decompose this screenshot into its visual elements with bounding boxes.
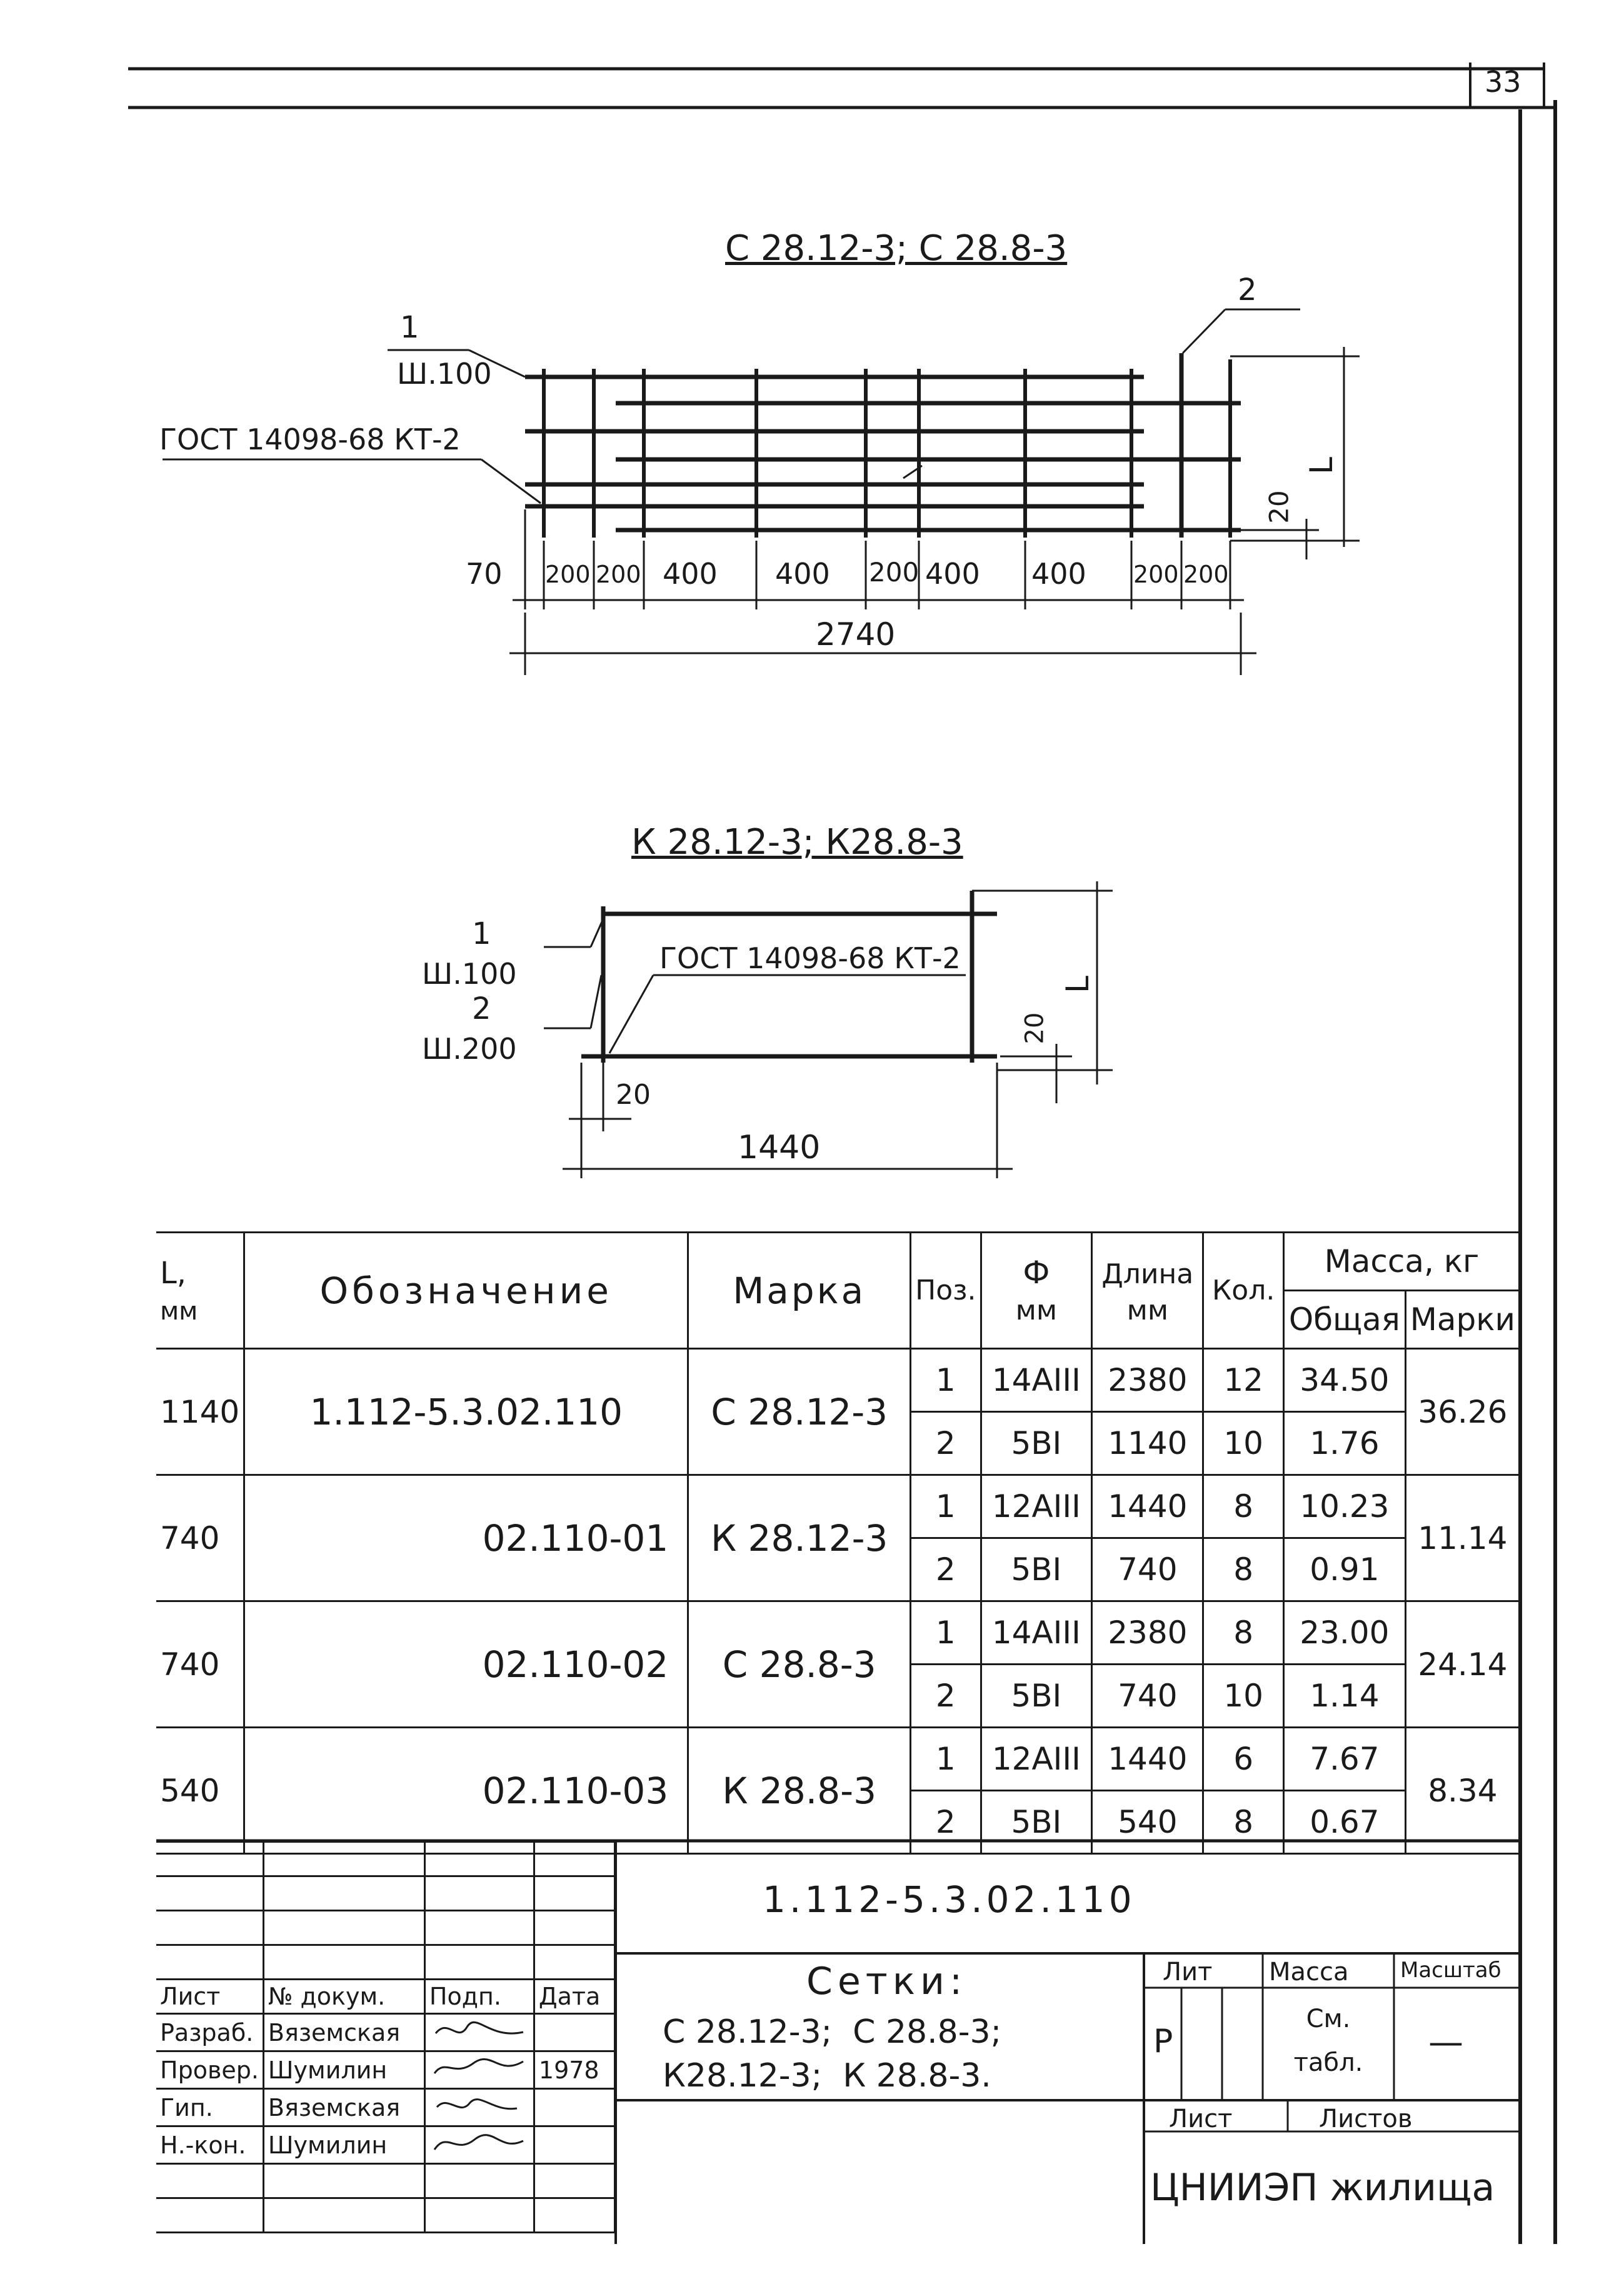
d1-span-1: 200 xyxy=(545,561,591,588)
title-block-name: Сетки: xyxy=(806,1960,968,2003)
cell-pos: 1 xyxy=(911,1349,981,1412)
cell-mass: 34.50 xyxy=(1283,1349,1405,1412)
drawing2-title: К 28.12-3; К28.8-3 xyxy=(631,822,963,863)
cell-pos: 1 xyxy=(911,1475,981,1538)
cell-qty: 8 xyxy=(1203,1601,1284,1665)
sign-role: Гип. xyxy=(156,2089,263,2126)
drawing1-title: С 28.12-3; С 28.8-3 xyxy=(725,228,1068,269)
d1-total: 2740 xyxy=(816,616,896,653)
cell-diam: 12АIII xyxy=(981,1475,1092,1538)
masshtab-label: Масштаб xyxy=(1400,1958,1501,1983)
sign-name: Вяземская xyxy=(263,2014,424,2051)
header-designation: Обозначение xyxy=(244,1233,688,1349)
masshtab-value: — xyxy=(1428,2022,1463,2063)
sign-name: Шумилин xyxy=(263,2126,424,2164)
sign-role: Н.-кон. xyxy=(156,2126,263,2164)
cell-length: 1440 xyxy=(1092,1475,1203,1538)
cell-pos: 2 xyxy=(911,1412,981,1475)
massa-value: См. табл. xyxy=(1293,2005,1363,2077)
cell-mass: 0.67 xyxy=(1283,1791,1405,1854)
cell-length: 740 xyxy=(1092,1538,1203,1601)
sign-date: 1978 xyxy=(534,2051,614,2089)
cell-qty: 6 xyxy=(1203,1728,1284,1791)
cell-L: 540 xyxy=(156,1728,244,1854)
cell-length: 2380 xyxy=(1092,1349,1203,1412)
d1-span-7: 400 xyxy=(1031,557,1086,591)
d2-dim-h: 20 xyxy=(1020,1012,1050,1044)
cell-mass: 10.23 xyxy=(1283,1475,1405,1538)
d2-gost: ГОСТ 14098-68 КТ-2 xyxy=(659,941,961,975)
cell-mark: К 28.12-3 xyxy=(688,1475,911,1601)
organization: ЦНИИЭП жилища xyxy=(1150,2166,1495,2210)
cell-designation: 1.112-5.3.02.110 xyxy=(244,1349,688,1475)
title-block-subtitle-1: С 28.12-3; С 28.8-3; xyxy=(663,2013,1002,2051)
d1-span-5: 200 xyxy=(869,557,920,588)
d1-span-9: 200 xyxy=(1183,561,1229,588)
d1-span-8: 200 xyxy=(1133,561,1179,588)
cell-designation: 02.110-01 xyxy=(244,1475,688,1601)
cell-mark: К 28.8-3 xyxy=(688,1728,911,1854)
cell-mark: С 28.12-3 xyxy=(688,1349,911,1475)
cell-length: 2380 xyxy=(1092,1601,1203,1665)
header-qty: Кол. xyxy=(1203,1233,1284,1349)
cell-qty: 12 xyxy=(1203,1349,1284,1412)
list-label: Лист xyxy=(1169,2105,1233,2133)
d1-gost: ГОСТ 14098-68 КТ-2 xyxy=(159,423,461,456)
header-length-label: Длина xyxy=(1101,1258,1194,1290)
lit-label: Лит xyxy=(1163,1958,1213,1986)
cell-pos: 2 xyxy=(911,1665,981,1728)
cell-mass-mark: 11.14 xyxy=(1405,1475,1519,1601)
d1-span-2: 200 xyxy=(596,561,641,588)
header-L-label: L, xyxy=(160,1255,186,1291)
d2-pos2: 2 xyxy=(472,991,491,1026)
cell-qty: 8 xyxy=(1203,1791,1284,1854)
cell-designation: 02.110-03 xyxy=(244,1728,688,1854)
cell-length: 540 xyxy=(1092,1791,1203,1854)
cell-mass-mark: 36.26 xyxy=(1405,1349,1519,1475)
d1-dim-h: 20 xyxy=(1263,490,1295,524)
d1-span-6: 400 xyxy=(925,557,980,591)
cell-mass: 7.67 xyxy=(1283,1728,1405,1791)
sign-name: Шумилин xyxy=(263,2051,424,2089)
cell-mass-mark: 8.34 xyxy=(1405,1728,1519,1854)
cell-pos: 1 xyxy=(911,1728,981,1791)
cell-diam: 5ВI xyxy=(981,1412,1092,1475)
cell-qty: 8 xyxy=(1203,1538,1284,1601)
sign-name: Вяземская xyxy=(263,2089,424,2126)
lit-value: Р xyxy=(1153,2023,1173,2060)
d1-pitch1: Ш.100 xyxy=(397,357,492,391)
header-mass: Масса, кг xyxy=(1283,1233,1519,1291)
page-number: 33 xyxy=(1485,65,1521,99)
cell-qty: 10 xyxy=(1203,1412,1284,1475)
sign-header-date: Дата xyxy=(534,1980,614,2014)
cell-mass: 1.14 xyxy=(1283,1665,1405,1728)
cell-diam: 5ВI xyxy=(981,1791,1092,1854)
sign-header-list: Лист xyxy=(156,1980,263,2014)
cell-qty: 8 xyxy=(1203,1475,1284,1538)
cell-designation: 02.110-02 xyxy=(244,1601,688,1728)
cell-diam: 5ВI xyxy=(981,1538,1092,1601)
d1-pos2: 2 xyxy=(1238,273,1257,308)
header-mark: Марка xyxy=(688,1233,911,1349)
cell-length: 1140 xyxy=(1092,1412,1203,1475)
title-block-subtitle-2: К28.12-3; К 28.8-3. xyxy=(663,2057,991,2095)
header-length-unit: мм xyxy=(1126,1294,1169,1326)
cell-pos: 2 xyxy=(911,1538,981,1601)
sign-role: Разраб. xyxy=(156,2014,263,2051)
cell-mark: С 28.8-3 xyxy=(688,1601,911,1728)
cell-length: 1440 xyxy=(1092,1728,1203,1791)
header-mass-total: Общая xyxy=(1283,1291,1405,1349)
d2-pitch1: Ш.100 xyxy=(422,957,517,991)
d1-span-0: 70 xyxy=(466,557,503,591)
d1-span-3: 400 xyxy=(663,557,718,591)
d2-dim-left: 20 xyxy=(616,1079,651,1111)
sign-role: Провер. xyxy=(156,2051,263,2089)
cell-mass: 1.76 xyxy=(1283,1412,1405,1475)
d1-pos1: 1 xyxy=(400,310,419,345)
listov-label: Листов xyxy=(1319,2105,1413,2133)
cell-mass-mark: 24.14 xyxy=(1405,1601,1519,1728)
d2-pitch2: Ш.200 xyxy=(422,1032,517,1066)
sign-header-signature: Подп. xyxy=(424,1980,534,2014)
massa-label: Масса xyxy=(1269,1958,1349,1986)
cell-pos: 2 xyxy=(911,1791,981,1854)
cell-mass: 23.00 xyxy=(1283,1601,1405,1665)
cell-diam: 14АIII xyxy=(981,1601,1092,1665)
cell-diam: 14АIII xyxy=(981,1349,1092,1412)
header-diam-unit: мм xyxy=(1015,1294,1058,1326)
d2-total: 1440 xyxy=(738,1129,821,1166)
sign-header-doc: № докум. xyxy=(263,1980,424,2014)
cell-qty: 10 xyxy=(1203,1665,1284,1728)
d2-dim-L: L xyxy=(1059,976,1096,993)
cell-L: 1140 xyxy=(156,1349,244,1475)
cell-mass: 0.91 xyxy=(1283,1538,1405,1601)
d2-pos1: 1 xyxy=(472,916,491,951)
cell-L: 740 xyxy=(156,1475,244,1601)
title-block-code: 1.112-5.3.02.110 xyxy=(763,1878,1136,1921)
cell-pos: 1 xyxy=(911,1601,981,1665)
header-pos: Поз. xyxy=(911,1233,981,1349)
cell-diam: 12АIII xyxy=(981,1728,1092,1791)
d1-dim-L: L xyxy=(1303,457,1340,474)
cell-length: 740 xyxy=(1092,1665,1203,1728)
cell-L: 740 xyxy=(156,1601,244,1728)
cell-diam: 5ВI xyxy=(981,1665,1092,1728)
header-L-unit: мм xyxy=(160,1296,198,1326)
header-mass-mark: Марки xyxy=(1405,1291,1519,1349)
d1-span-4: 400 xyxy=(775,557,830,591)
header-diam-label: Ф xyxy=(1023,1254,1050,1291)
